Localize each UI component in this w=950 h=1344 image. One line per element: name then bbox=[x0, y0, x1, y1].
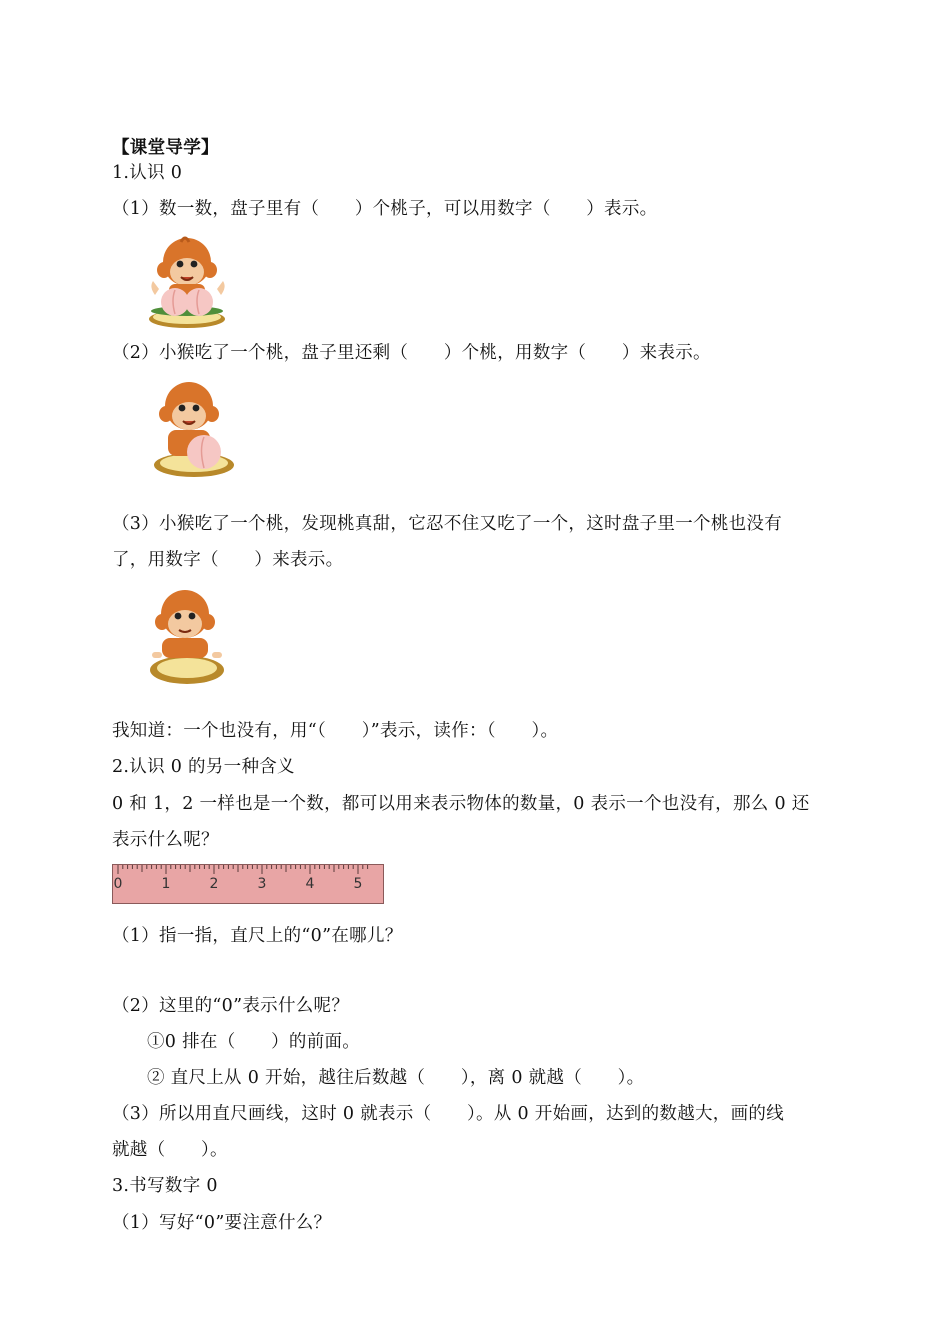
question-3-1: （1）写好“0”要注意什么？ bbox=[112, 1213, 332, 1233]
section-2-title: 2.认识 0 的另一种含义 bbox=[112, 757, 295, 777]
question-2-3-line-1: （3）所以用直尺画线，这时 0 就表示（ ）。从 0 开始画，达到的数越大，画的线 bbox=[112, 1104, 784, 1124]
question-1-3-line-1: （3）小猴吃了一个桃，发现桃真甜，它忍不住又吃了一个，这时盘子里一个桃也没有 bbox=[112, 514, 783, 534]
question-2-2-a: ①0 排在（ ）的前面。 bbox=[147, 1032, 361, 1052]
ruler-label: 2 bbox=[209, 876, 219, 892]
section-heading: 【课堂导学】 bbox=[112, 138, 219, 158]
section-3-title: 3.书写数字 0 bbox=[112, 1176, 218, 1196]
question-2-3-line-2: 就越（ ）。 bbox=[112, 1140, 228, 1160]
monkey-empty-plate-illustration bbox=[148, 584, 228, 686]
question-1-1: （1）数一数，盘子里有（ ）个桃子，可以用数字（ ）表示。 bbox=[112, 199, 658, 219]
ruler-label: 0 bbox=[113, 876, 123, 892]
ruler-label: 1 bbox=[161, 876, 171, 892]
ruler-label: 4 bbox=[305, 876, 315, 892]
ruler-label: 5 bbox=[353, 876, 363, 892]
ruler-illustration bbox=[112, 864, 384, 904]
question-1-2: （2）小猴吃了一个桃，盘子里还剩（ ）个桃，用数字（ ）来表示。 bbox=[112, 343, 711, 363]
ruler-label: 3 bbox=[257, 876, 267, 892]
monkey-two-peaches-illustration bbox=[145, 232, 235, 330]
question-2-2-b: ② 直尺上从 0 开始，越往后数越（ ），离 0 就越（ ）。 bbox=[147, 1068, 645, 1088]
i-know-statement: 我知道：一个也没有，用“（ ）”表示，读作：（ ）。 bbox=[112, 721, 559, 741]
section-2-intro-line-1: 0 和 1，2 一样也是一个数，都可以用来表示物体的数量，0 表示一个也没有，那么 0 还 bbox=[112, 794, 810, 814]
section-2-intro-line-2: 表示什么呢？ bbox=[112, 830, 219, 850]
question-2-2: （2）这里的“0”表示什么呢？ bbox=[112, 996, 350, 1016]
question-1-3-line-2: 了，用数字（ ）来表示。 bbox=[112, 550, 344, 570]
question-2-1: （1）指一指，直尺上的“0”在哪儿？ bbox=[112, 926, 403, 946]
section-1-title: 1.认识 0 bbox=[112, 163, 183, 183]
monkey-one-peach-illustration bbox=[150, 376, 240, 480]
